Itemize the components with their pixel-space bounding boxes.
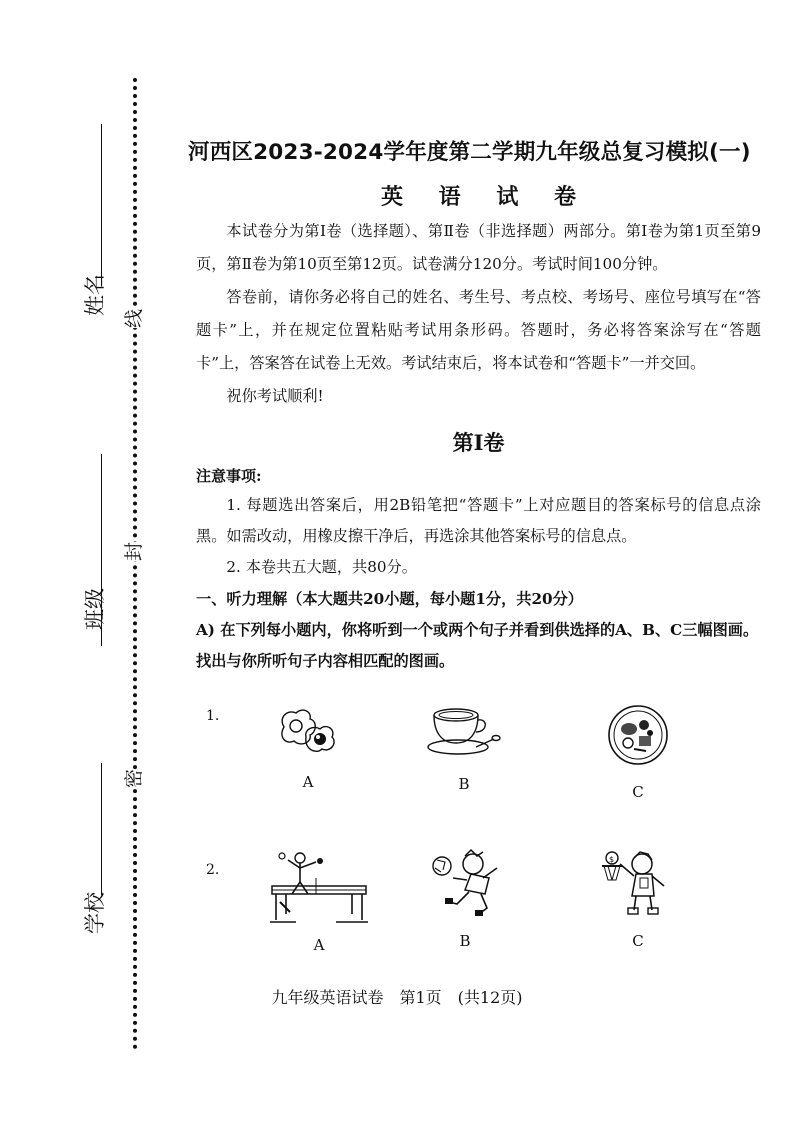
food-plate-icon: [606, 703, 670, 767]
basketball-player-icon: [600, 848, 676, 918]
page-footer: 九年级英语试卷 第1页 (共12页): [271, 988, 523, 1007]
question-number: 1.: [206, 708, 220, 724]
seal-dotted-line: [133, 78, 137, 1050]
svg-text:$: $: [609, 855, 615, 864]
option-2a[interactable]: [264, 848, 374, 954]
table-tennis-icon: [266, 848, 372, 928]
option-label: C: [632, 932, 644, 950]
school-fill-line: [101, 763, 102, 895]
option-2c[interactable]: [598, 848, 678, 950]
school-label: 学校: [83, 892, 107, 934]
football-player-icon: [427, 848, 503, 918]
option-1b[interactable]: [424, 703, 504, 793]
option-label: A: [313, 936, 325, 954]
exam-subtitle: 英 语 试 卷: [381, 184, 590, 210]
exam-title: 河西区2023-2024学年度第二学期九年级总复习模拟(一): [188, 140, 751, 165]
intro-paragraph-1: 本试卷分为第Ⅰ卷（选择题）、第Ⅱ卷（非选择题）两部分。第Ⅰ卷为第1页至第9页，第Ⅱ卷为第10页至第12页。试卷满分120分。考试时间100分钟。: [196, 222, 761, 273]
seal-word-feng: 封: [121, 542, 148, 561]
note-2: 2. 本卷共五大题，共80分。: [226, 558, 417, 576]
option-label: A: [302, 773, 314, 791]
class-label: 班级: [83, 588, 107, 630]
intro-paragraph-2: 答卷前，请你务必将自己的姓名、考生号、考点校、考场号、座位号填写在“答题卡”上，并在规定位置粘贴考试用条形码。答题时，务必将答案涂写在“答题卡”上，答案答在试卷上无效。考试结束后，将本试卷和“答题卡”一并交回。: [196, 288, 761, 372]
option-2b[interactable]: [425, 848, 505, 950]
exam-content: [188, 135, 761, 677]
option-label: C: [632, 783, 644, 801]
option-label: B: [458, 775, 470, 793]
question-number: 2.: [206, 862, 220, 878]
part1-instruction: A) 在下列每小题内，你将听到一个或两个句子并看到供选择的A、B、C三幅图画。找出与你所听句子内容相匹配的图画。: [196, 621, 759, 670]
seal-word-mi: 密: [121, 769, 148, 788]
name-fill-line: [101, 124, 102, 286]
option-1c[interactable]: [598, 703, 678, 801]
seal-word-xian: 线: [121, 309, 148, 328]
notes-heading: 注意事项:: [196, 467, 262, 485]
section-title: 第Ⅰ卷: [452, 430, 505, 455]
binding-margin: [0, 0, 160, 1123]
fried-eggs-icon: [276, 703, 340, 757]
note-1: 1. 每题选出答案后，用2B铅笔把“答题卡”上对应题目的答案标号的信息点涂黑。如需改动，用橡皮擦干净后，再选涂其他答案标号的信息点。: [196, 496, 761, 545]
name-label: 姓名: [83, 274, 107, 316]
intro-paragraph-3: 祝你考试顺利!: [226, 387, 324, 405]
option-label: B: [459, 932, 471, 950]
teacup-icon: [426, 703, 502, 759]
option-1a[interactable]: [268, 703, 348, 791]
part1-heading: 一、听力理解（本大题共20小题，每小题1分，共20分）: [196, 590, 583, 608]
